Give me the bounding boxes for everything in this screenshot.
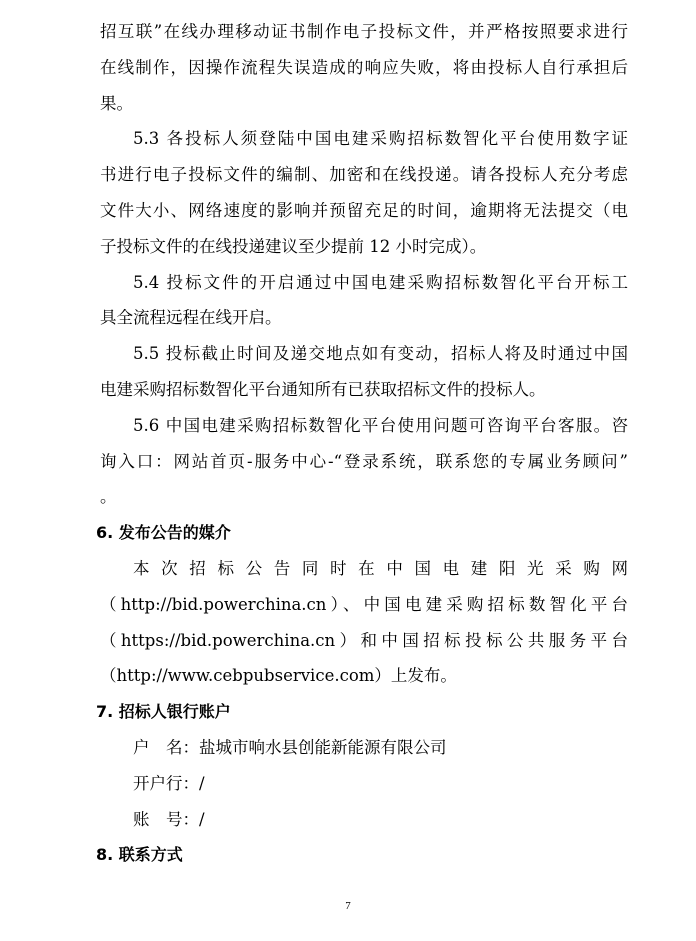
- body-line: 本次招标公告同时在中国电建阳光采购网: [133, 558, 628, 578]
- body-line: 书进行电子投标文件的编制、加密和在线投递。请各投标人充分考虑: [100, 165, 628, 185]
- body-line: 询入口：网站首页-服务中心-“登录系统，联系您的专属业务顾问”: [100, 451, 628, 471]
- body-line: 招互联”在线办理移动证书制作电子投标文件，并严格按照要求进行: [100, 22, 628, 41]
- body-line: 文件大小、网络速度的影响并预留充足的时间，逾期将无法提交（电: [100, 200, 628, 220]
- clause-5-4: 5.4 投标文件的开启通过中国电建采购招标数智化平台开标工: [133, 272, 628, 292]
- account-number: 账 号：/: [133, 809, 205, 829]
- body-line: 。: [100, 487, 117, 507]
- body-line: （http://www.cebpubservice.com）上发布。: [100, 666, 457, 686]
- body-line: 果。: [100, 93, 133, 113]
- section-heading-6: 6. 发布公告的媒介: [96, 523, 231, 543]
- clause-5-3: 5.3 各投标人须登陆中国电建采购招标数智化平台使用数字证: [133, 129, 628, 149]
- body-line: （http://bid.powerchina.cn）、中国电建采购招标数智化平台: [100, 594, 628, 614]
- account-name: 户 名：盐城市响水县创能新能源有限公司: [133, 737, 447, 757]
- clause-5-5: 5.5 投标截止时间及递交地点如有变动，招标人将及时通过中国: [133, 344, 628, 364]
- body-line: 子投标文件的在线投递建议至少提前 12 小时完成）。: [100, 236, 487, 256]
- section-heading-7: 7. 招标人银行账户: [96, 702, 231, 722]
- body-line: 在线制作，因操作流程失误造成的响应失败，将由投标人自行承担后: [100, 57, 628, 77]
- section-heading-8: 8. 联系方式: [96, 845, 183, 865]
- body-line: 电建采购招标数智化平台通知所有已获取招标文件的投标人。: [100, 379, 546, 399]
- body-line: 具全流程远程在线开启。: [100, 308, 282, 328]
- body-line: （https://bid.powerchina.cn）和中国招标投标公共服务平台: [100, 630, 628, 650]
- clause-5-6: 5.6 中国电建采购招标数智化平台使用问题可咨询平台客服。咨: [133, 415, 628, 435]
- bank-name: 开户行：/: [133, 773, 205, 793]
- document-page: [96, 14, 628, 873]
- page-number: 7: [345, 900, 351, 912]
